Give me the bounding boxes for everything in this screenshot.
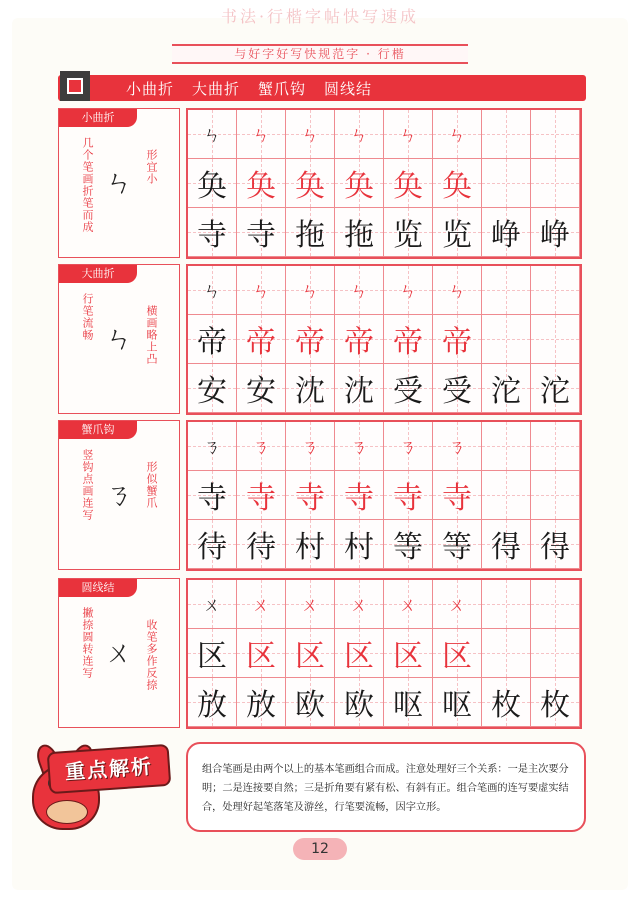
analysis-text: 组合笔画是由两个以上的基本笔画组合而成。注意处理好三个关系：一是主次要分明；二是连接要自然；三是折角要有紧有松、有斜有正。组合笔画的连写要虚实结合，处理好起笔落笔及游丝，行笔要流畅，因字立形。	[186, 742, 586, 832]
grid-cell	[482, 208, 531, 257]
character: 奂	[344, 169, 374, 204]
character: 拖	[295, 218, 325, 253]
character: 奂	[442, 169, 472, 204]
grid-cell	[433, 629, 482, 678]
grid-cell	[335, 364, 384, 413]
character: 览	[442, 218, 472, 253]
character: ㄋ	[448, 437, 466, 458]
section-title: 大曲折	[59, 265, 137, 283]
stroke-note-left: 撇捺圆转连写	[81, 607, 94, 679]
grid-cell	[286, 580, 335, 629]
grid-cell	[335, 471, 384, 520]
grid-cell	[188, 520, 237, 569]
stroke-note-left: 行笔流畅	[81, 293, 94, 341]
header-label: 蟹爪钩	[258, 79, 307, 98]
grid-cell	[531, 364, 580, 413]
grid-cell	[286, 110, 335, 159]
grid-cell	[335, 159, 384, 208]
grid-cell	[286, 471, 335, 520]
character: 寺	[246, 481, 276, 516]
grid-cell	[188, 110, 237, 159]
character: 欧	[295, 688, 325, 723]
grid-cell	[531, 422, 580, 471]
stroke-info-panel	[58, 420, 180, 570]
character: 等	[393, 530, 423, 565]
character: 受	[393, 374, 423, 409]
grid-cell	[237, 471, 286, 520]
character: ㄣ	[203, 125, 221, 146]
character: ㄨ	[399, 595, 417, 616]
grid-cell	[286, 159, 335, 208]
grid-cell	[531, 580, 580, 629]
grid-cell	[286, 315, 335, 364]
grid-cell	[237, 315, 286, 364]
grid-cell	[237, 580, 286, 629]
grid-cell	[531, 315, 580, 364]
character: 待	[246, 530, 276, 565]
character: 奂	[393, 169, 423, 204]
grid-cell	[335, 580, 384, 629]
character: 放	[197, 688, 227, 723]
grid-cell	[433, 315, 482, 364]
grid-cell	[384, 520, 433, 569]
character: 区	[393, 639, 423, 674]
character: 帝	[246, 325, 276, 360]
character: ㄨ	[350, 595, 368, 616]
character: 区	[197, 639, 227, 674]
series-subtitle: 与好字好写快规范字 · 行楷	[172, 44, 468, 64]
character: ㄨ	[448, 595, 466, 616]
character: 寺	[197, 218, 227, 253]
grid-cell	[531, 159, 580, 208]
character: ㄋ	[203, 437, 221, 458]
character: ㄣ	[350, 281, 368, 302]
grid-cell	[335, 315, 384, 364]
character: ㄣ	[448, 281, 466, 302]
character: ㄨ	[301, 595, 319, 616]
grid-cell	[384, 364, 433, 413]
character: 安	[197, 374, 227, 409]
grid-cell	[237, 678, 286, 727]
grid-cell	[433, 580, 482, 629]
grid-cell	[531, 678, 580, 727]
grid-cell	[237, 364, 286, 413]
character: 寺	[295, 481, 325, 516]
character: 沱	[491, 374, 521, 409]
character: ㄨ	[203, 595, 221, 616]
character: 村	[344, 530, 374, 565]
grid-cell	[286, 520, 335, 569]
stroke-note-left: 几个笔画折笔而成	[81, 137, 94, 233]
character: 峥	[491, 218, 521, 253]
stroke-note-right: 形宜小	[145, 149, 158, 185]
grid-cell	[188, 629, 237, 678]
character: 览	[393, 218, 423, 253]
top-decoration: 书法·行楷字帖快写速成	[220, 7, 420, 26]
character: 峥	[540, 218, 570, 253]
grid-cell	[188, 208, 237, 257]
key-analysis-badge: 重点解析	[47, 744, 172, 794]
grid-cell	[433, 159, 482, 208]
page-number: 12	[293, 838, 347, 860]
section-title: 蟹爪钩	[59, 421, 137, 439]
grid-cell	[433, 364, 482, 413]
grid-cell	[237, 110, 286, 159]
character: ㄣ	[350, 125, 368, 146]
grid-cell	[482, 110, 531, 159]
character: ㄣ	[203, 281, 221, 302]
grid-cell	[384, 208, 433, 257]
grid-cell	[384, 315, 433, 364]
stroke-note-right: 收笔多作反捺	[145, 619, 158, 691]
grid-cell	[482, 678, 531, 727]
grid-cell	[286, 208, 335, 257]
grid-cell	[188, 422, 237, 471]
header-label: 小曲折	[126, 79, 175, 98]
character: 区	[295, 639, 325, 674]
grid-cell	[384, 629, 433, 678]
header-square-icon	[60, 71, 90, 101]
character: 寺	[344, 481, 374, 516]
grid-cell	[531, 520, 580, 569]
character: 寺	[393, 481, 423, 516]
character: ㄋ	[399, 437, 417, 458]
character: 奂	[197, 169, 227, 204]
character: 欧	[344, 688, 374, 723]
character: ㄣ	[399, 125, 417, 146]
grid-cell	[286, 629, 335, 678]
character: 奂	[246, 169, 276, 204]
grid-cell	[335, 110, 384, 159]
grid-cell	[188, 678, 237, 727]
stroke-info-panel	[58, 264, 180, 414]
grid-cell	[433, 520, 482, 569]
grid-cell	[384, 678, 433, 727]
grid-cell	[237, 266, 286, 315]
character: 村	[295, 530, 325, 565]
stroke-sample: ㄣ	[105, 322, 134, 355]
grid-cell	[188, 580, 237, 629]
stroke-note-left: 竖钩点画连写	[81, 449, 94, 521]
grid-cell	[433, 678, 482, 727]
stroke-info-panel	[58, 578, 180, 728]
header-labels	[126, 75, 372, 101]
grid-cell	[482, 315, 531, 364]
practice-grid	[186, 578, 582, 729]
stroke-sample: ㄨ	[105, 636, 134, 669]
character: 帝	[344, 325, 374, 360]
character: 待	[197, 530, 227, 565]
character: 放	[246, 688, 276, 723]
character: 寺	[197, 481, 227, 516]
grid-cell	[237, 629, 286, 678]
grid-cell	[531, 471, 580, 520]
grid-cell	[384, 422, 433, 471]
character: ㄣ	[252, 125, 270, 146]
character: 区	[442, 639, 472, 674]
grid-cell	[286, 364, 335, 413]
character: ㄋ	[301, 437, 319, 458]
character: 沈	[344, 374, 374, 409]
character: 帝	[295, 325, 325, 360]
stroke-note-right: 横画略上凸	[145, 305, 158, 365]
grid-cell	[237, 422, 286, 471]
character: 帝	[393, 325, 423, 360]
grid-cell	[531, 208, 580, 257]
character: ㄋ	[252, 437, 270, 458]
grid-cell	[237, 159, 286, 208]
character: 帝	[442, 325, 472, 360]
grid-cell	[188, 159, 237, 208]
practice-grid	[186, 420, 582, 571]
stroke-note-right: 形似蟹爪	[145, 461, 158, 509]
character: 呕	[393, 688, 423, 723]
grid-cell	[384, 471, 433, 520]
grid-cell	[482, 580, 531, 629]
practice-grid	[186, 108, 582, 259]
grid-cell	[433, 110, 482, 159]
character: ㄨ	[252, 595, 270, 616]
grid-cell	[286, 266, 335, 315]
header-label: 大曲折	[192, 79, 241, 98]
header-label: 圆线结	[324, 79, 373, 98]
character: 得	[540, 530, 570, 565]
grid-cell	[531, 266, 580, 315]
grid-cell	[335, 678, 384, 727]
character: ㄣ	[252, 281, 270, 302]
stroke-sample: ㄋ	[105, 478, 134, 511]
character: 区	[246, 639, 276, 674]
character: 沈	[295, 374, 325, 409]
character: 得	[491, 530, 521, 565]
character: 奂	[295, 169, 325, 204]
character: 帝	[197, 325, 227, 360]
grid-cell	[188, 266, 237, 315]
grid-cell	[433, 471, 482, 520]
grid-cell	[482, 364, 531, 413]
stroke-info-panel	[58, 108, 180, 258]
character: 拖	[344, 218, 374, 253]
character: ㄣ	[301, 281, 319, 302]
section-title: 小曲折	[59, 109, 137, 127]
grid-cell	[237, 520, 286, 569]
grid-cell	[335, 422, 384, 471]
character: 沱	[540, 374, 570, 409]
grid-cell	[433, 208, 482, 257]
grid-cell	[384, 266, 433, 315]
grid-cell	[384, 159, 433, 208]
grid-cell	[531, 629, 580, 678]
grid-cell	[482, 159, 531, 208]
grid-cell	[482, 471, 531, 520]
character: ㄋ	[350, 437, 368, 458]
grid-cell	[188, 364, 237, 413]
grid-cell	[286, 422, 335, 471]
grid-cell	[335, 520, 384, 569]
grid-cell	[482, 629, 531, 678]
character: 呕	[442, 688, 472, 723]
grid-cell	[482, 266, 531, 315]
stroke-sample: ㄣ	[105, 166, 134, 199]
grid-cell	[188, 471, 237, 520]
grid-cell	[531, 110, 580, 159]
character: 寺	[246, 218, 276, 253]
grid-cell	[188, 315, 237, 364]
character: ㄣ	[301, 125, 319, 146]
grid-cell	[335, 208, 384, 257]
character: ㄣ	[448, 125, 466, 146]
character: 等	[442, 530, 472, 565]
grid-cell	[433, 266, 482, 315]
grid-cell	[384, 580, 433, 629]
grid-cell	[335, 629, 384, 678]
character: 寺	[442, 481, 472, 516]
character: 安	[246, 374, 276, 409]
practice-grid	[186, 264, 582, 415]
grid-cell	[482, 520, 531, 569]
grid-cell	[482, 422, 531, 471]
grid-cell	[433, 422, 482, 471]
character: 枚	[491, 688, 521, 723]
grid-cell	[237, 208, 286, 257]
grid-cell	[286, 678, 335, 727]
grid-cell	[384, 110, 433, 159]
section-title: 圆线结	[59, 579, 137, 597]
grid-cell	[335, 266, 384, 315]
character: ㄣ	[399, 281, 417, 302]
character: 区	[344, 639, 374, 674]
character: 枚	[540, 688, 570, 723]
character: 受	[442, 374, 472, 409]
